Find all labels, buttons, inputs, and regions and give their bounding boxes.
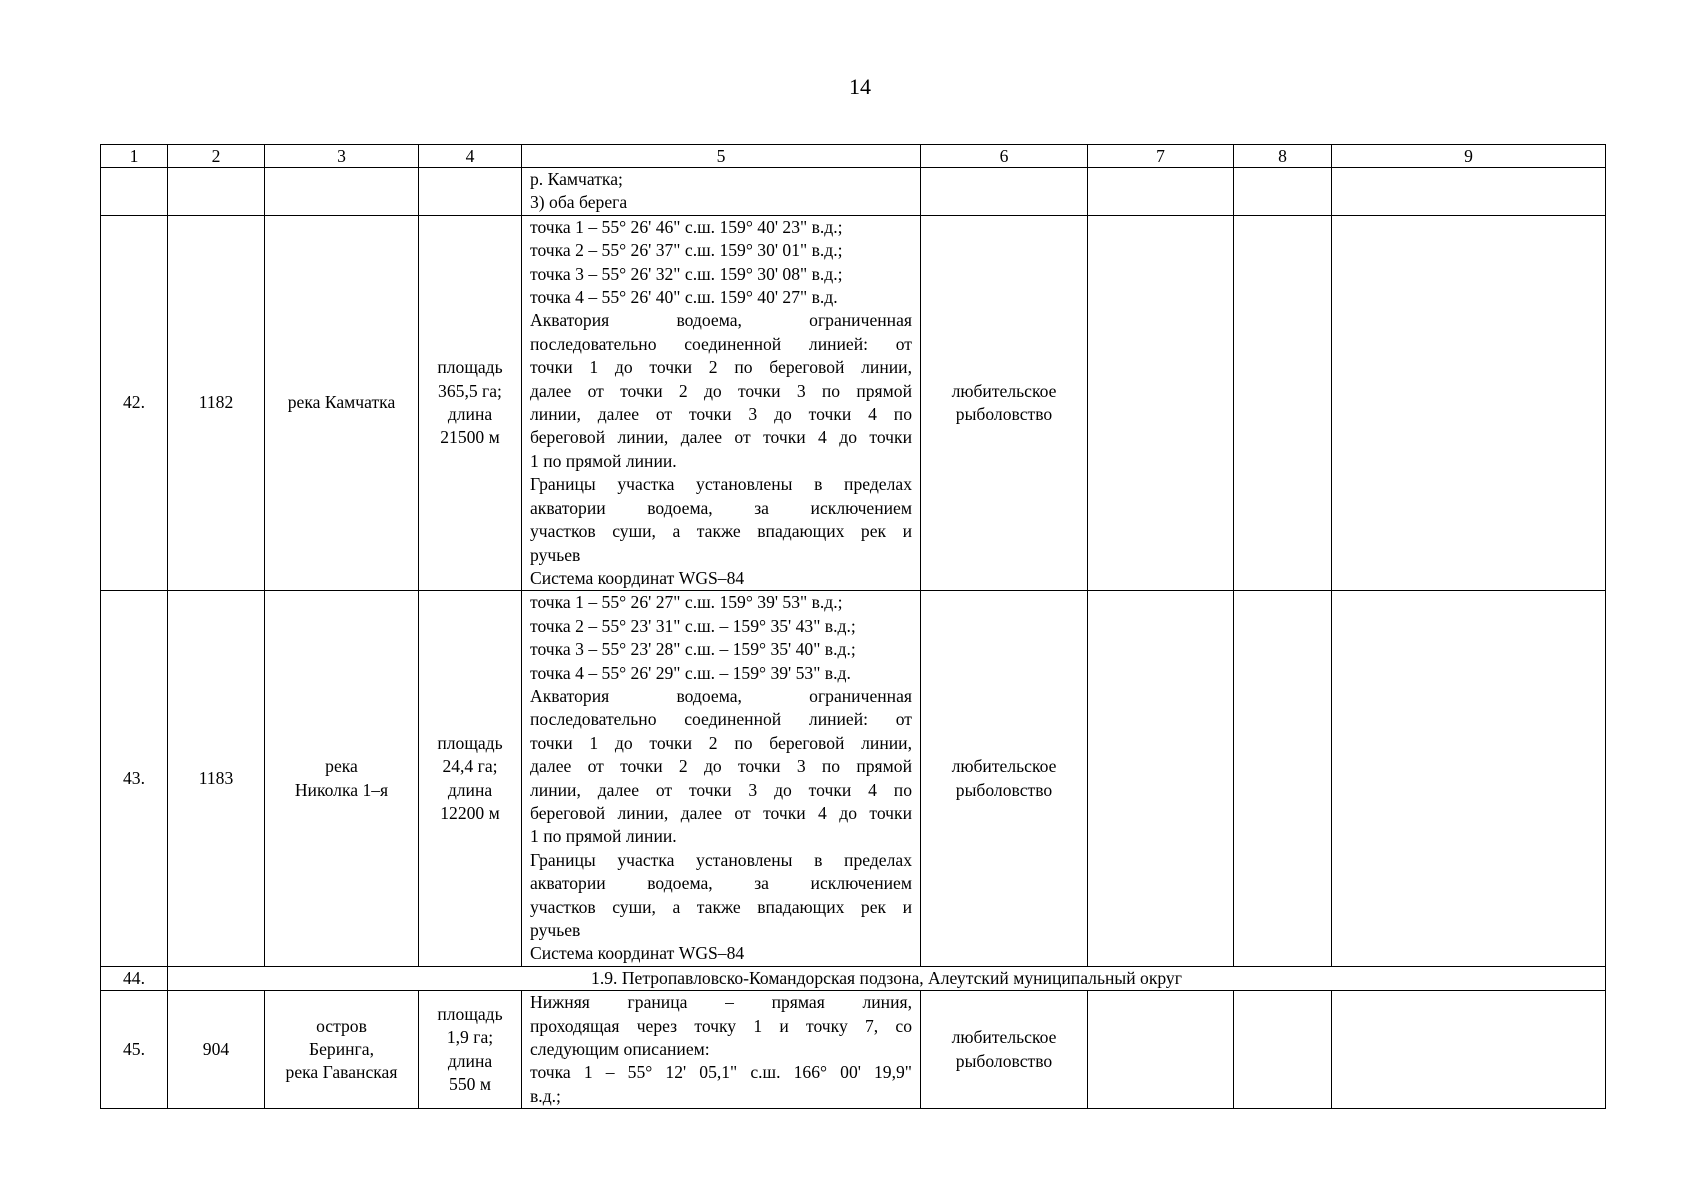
description-line: 1 по прямой линии. xyxy=(530,826,677,847)
boundaries-line: Границы участка установлены в пределах xyxy=(530,474,912,495)
description-line: Акватория водоема, ограниченная xyxy=(530,310,912,331)
column-header: 1 xyxy=(101,145,168,168)
purpose-line: любительское xyxy=(951,380,1057,401)
site-code: 904 xyxy=(168,991,265,1109)
column-header: 4 xyxy=(419,145,522,168)
boundaries-line: участков суши, а также впадающих рек и xyxy=(530,521,912,542)
table-row xyxy=(101,215,1606,591)
description-line: линии, далее от точки 3 до точки 4 по xyxy=(530,404,912,425)
column-number-row xyxy=(101,145,1606,168)
purpose-line: рыболовство xyxy=(955,404,1053,425)
column-header: 8 xyxy=(1234,145,1332,168)
description-line: линии, далее от точки 3 до точки 4 по xyxy=(530,779,912,800)
size-line: 365,5 га; xyxy=(438,380,502,401)
subzone-row xyxy=(101,966,1606,990)
crs-line: Система координат WGS–84 xyxy=(530,567,745,588)
boundaries-line: участков суши, а также впадающих рек и xyxy=(530,896,912,917)
crs-line: Система координат WGS–84 xyxy=(530,943,745,964)
boundaries-line: акватории водоема, за исключением xyxy=(530,873,912,894)
description-line: далее от точки 2 до точки 3 по прямой xyxy=(530,756,912,777)
boundaries-line: ручьев xyxy=(530,920,581,940)
water-body-name xyxy=(265,591,419,967)
size-line: площадь xyxy=(437,1003,503,1024)
description-line: береговой линии, далее от точки 4 до точки xyxy=(530,427,912,448)
table-row xyxy=(101,991,1606,1109)
purpose-line: рыболовство xyxy=(955,1050,1053,1071)
coordinate-line: точка 3 – 55° 26' 32" с.ш. 159° 30' 08" в.д.; xyxy=(530,263,843,284)
site-size xyxy=(419,591,522,967)
coordinate-line: точка 1 – 55° 26' 46" с.ш. 159° 40' 23" в.д.; xyxy=(530,216,843,237)
coordinate-line: точка 3 – 55° 23' 28" с.ш. – 159° 35' 40" в.д.; xyxy=(530,639,856,660)
description-cell xyxy=(522,991,921,1109)
size-line: 12200 м xyxy=(440,802,500,823)
description-line: Нижняя граница – прямая линия, xyxy=(530,992,912,1013)
column-header: 2 xyxy=(168,145,265,168)
description-line: Акватория водоема, ограниченная xyxy=(530,685,912,706)
row-number: 45. xyxy=(101,991,168,1109)
water-body-name xyxy=(265,991,419,1109)
name-line: Беринга, xyxy=(309,1039,374,1060)
boundaries-line: акватории водоема, за исключением xyxy=(530,497,912,518)
size-line: 1,9 га; xyxy=(446,1027,494,1048)
name-line: река xyxy=(325,756,358,777)
size-line: площадь xyxy=(437,357,503,378)
coordinate-line: точка 1 – 55° 26' 27" с.ш. 159° 39' 53" в.д.; xyxy=(530,592,843,613)
site-code: 1182 xyxy=(168,215,265,591)
name-line: река Гаванская xyxy=(285,1062,398,1083)
registry-table xyxy=(100,144,1606,1109)
table-row xyxy=(101,591,1606,967)
column-header: 9 xyxy=(1332,145,1606,168)
description-line: точки 1 до точки 2 по береговой линии, xyxy=(530,357,912,378)
description-line: береговой линии, далее от точки 4 до точки xyxy=(530,802,912,823)
size-line: длина xyxy=(447,1050,493,1071)
purpose-line: любительское xyxy=(951,1027,1057,1048)
size-line: 24,4 га; xyxy=(442,756,498,777)
name-line: остров xyxy=(316,1015,367,1036)
row-number: 42. xyxy=(101,215,168,591)
water-body-name xyxy=(265,215,419,591)
coordinate-line: точка 2 – 55° 23' 31" с.ш. – 159° 35' 43" в.д.; xyxy=(530,615,856,636)
name-line: река Камчатка xyxy=(287,392,396,413)
page-number: 14 xyxy=(849,74,871,99)
description-line: точки 1 до точки 2 по береговой линии, xyxy=(530,732,912,753)
subzone-title: 1.9. Петропавловско-Командорская подзона, Алеутский муниципальный округ xyxy=(168,966,1606,990)
coordinate-line: точка 4 – 55° 26' 29" с.ш. – 159° 39' 53" в.д. xyxy=(530,662,851,683)
boundaries-line: Границы участка установлены в пределах xyxy=(530,849,912,870)
site-size xyxy=(419,215,522,591)
description-line: последовательно соединенной линией: от xyxy=(530,709,912,730)
site-code: 1183 xyxy=(168,591,265,967)
description-line: проходящая через точку 1 и точку 7, со xyxy=(530,1015,912,1036)
size-line: длина xyxy=(447,404,493,425)
continuation-row xyxy=(101,168,1606,216)
name-line: Николка 1–я xyxy=(294,779,389,800)
coordinate-line: точка 4 – 55° 26' 40" с.ш. 159° 40' 27" в.д. xyxy=(530,287,838,308)
purpose-cell xyxy=(921,591,1088,967)
coordinate-line: в.д.; xyxy=(530,1085,561,1106)
description-line: последовательно соединенной линией: от xyxy=(530,333,912,354)
site-size xyxy=(419,991,522,1109)
row-number: 43. xyxy=(101,591,168,967)
row-number: 44. xyxy=(101,966,168,990)
size-line: 550 м xyxy=(449,1074,491,1095)
boundaries-line: ручьев xyxy=(530,544,581,565)
column-header: 3 xyxy=(265,145,419,168)
description-cell xyxy=(522,215,921,591)
description-cell xyxy=(522,168,921,216)
size-line: 21500 м xyxy=(440,427,500,448)
purpose-cell xyxy=(921,991,1088,1109)
size-line: длина xyxy=(447,779,493,800)
description-line: 3) оба берега xyxy=(530,192,628,213)
size-line: площадь xyxy=(437,732,503,753)
purpose-line: любительское xyxy=(951,756,1057,777)
coordinate-line: точка 2 – 55° 26' 37" с.ш. 159° 30' 01" в.д.; xyxy=(530,240,843,261)
column-header: 7 xyxy=(1088,145,1234,168)
column-header: 5 xyxy=(522,145,921,168)
coordinate-line: точка 1 – 55° 12' 05,1" с.ш. 166° 00' 19,9" xyxy=(530,1062,912,1083)
description-line: р. Камчатка; xyxy=(530,169,623,189)
description-cell xyxy=(522,591,921,967)
description-line: следующим описанием: xyxy=(530,1039,710,1060)
description-line: 1 по прямой линии. xyxy=(530,450,677,471)
description-line: далее от точки 2 до точки 3 по прямой xyxy=(530,380,912,401)
column-header: 6 xyxy=(921,145,1088,168)
purpose-cell xyxy=(921,215,1088,591)
purpose-line: рыболовство xyxy=(955,779,1053,800)
